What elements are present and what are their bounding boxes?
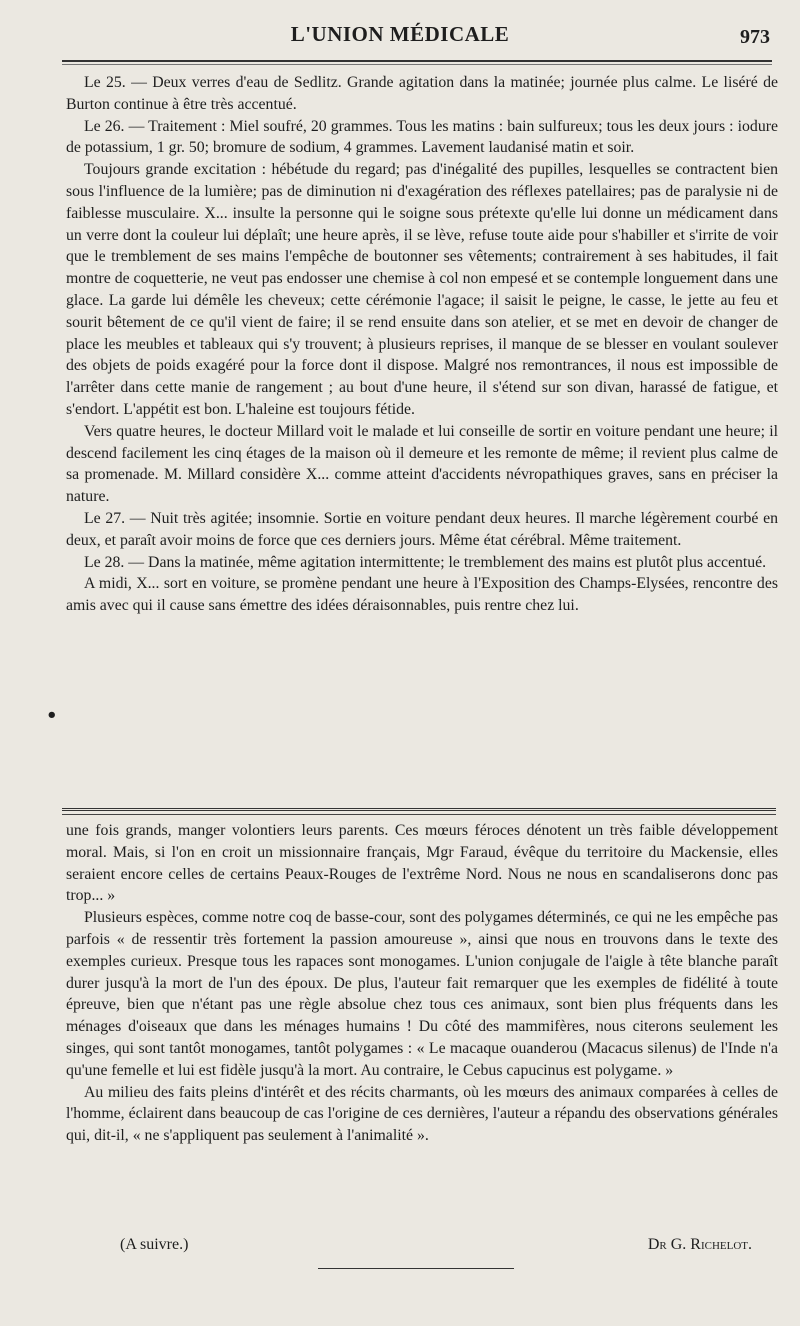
page-header [0,18,800,54]
journal-title: L'UNION MÉDICALE [290,22,510,46]
section-divider [62,808,776,811]
paragraph: A midi, X... sort en voiture, se promène pendant une heure à l'Exposition des Champs-Elysées, rencontre des amis avec qui il cause sans émettre des idées déraisonnables, puis rentre chez lui. [66,575,778,615]
paragraph: Le 26. — Traitement : Miel soufré, 20 grammes. Tous les matins : bain sulfureux; tous les deux jours : iodure de potassium, 1 gr. 50; bromure de sodium, 4 grammes. Lavement laudanisé matin et soir. [66,117,778,157]
header-rule [62,60,772,62]
margin-bullet: • [46,705,58,726]
paragraph: Le 27. — Nuit très agitée; insomnie. Sortie en voiture pendant deux heures. Il marche légèrement courbé en deux, et paraît avoir moins de force que ces derniers jours. Même état cérébral. Même traitement. [66,509,778,549]
paragraph: Toujours grande excitation : hébétude du regard; pas d'inégalité des pupilles, lesquelles se contractent bien sous l'influence de la lumière; pas de diminution ni d'exagération des réflexes patellaires; pas de paralysie ni de faiblesse musculaire. X... insulte la personne qui le soigne sous prétexte qu'elle lui donne un médicament dans un verre dont la couleur lui déplaît; une heure après, il se lève, refuse toute aide pour s'habiller et s'irrite de voir que le tremblement de ses mains l'empêche de boutonner ses vêtements; contrairement à ses habitudes, il fait montre de coquetterie, ne veut pas endosser une chemise à col non empesé et se contemple longuement dans une glace. La garde lui démêle les cheveux; cette cérémonie l'agace; il saisit le peigne, le casse, le jette au feu et sourit bêtement de ce qu'il vient de faire; il se rend ensuite dans son atelier, et se met en devoir de changer de place les meubles et tableaux qui s'y trouvent; à plusieurs reprises, il manque de se blesser en voulant soulever des objets de poids exagéré pour la force dont il dispose. Malgré nos remontrances, il nous est impossible de l'arrêter dans cette manie de rangement ; au bout d'une heure, il s'étend sur son divan, harassé de fatigue, et s'endort. L'appétit est bon. L'haleine est toujours fétide. [66,161,778,418]
paragraph: Au milieu des faits pleins d'intérêt et des récits charmants, où les mœurs des animaux comparées à celles de l'homme, éclairent dans beaucoup de cas l'origine de ces dernières, l'auteur a répandu des observations générales qui, dit-il, « ne s'appliquent pas seulement à l'animalité ». [66,1083,778,1145]
page-number: 973 [740,26,770,48]
paragraph: Le 25. — Deux verres d'eau de Sedlitz. Grande agitation dans la matinée; journée plus calme. Le liséré de Burton continue à être très accentué. [66,74,778,113]
paragraph: Le 28. — Dans la matinée, même agitation intermittente; le tremblement des mains est plutôt plus accentué. [84,553,767,571]
to-be-continued: (A suivre.) [120,1236,189,1253]
paragraph: Plusieurs espèces, comme notre coq de basse-cour, sont des polygames déterminés, ce qui ne les empêche pas parfois « de ressentir très fortement la passion amoureuse », ainsi que nous en trouvons dans le texte des exemples curieux. Presque tous les rapaces sont monogames. L'union conjugale de l'aigle à tête blanche paraît durer jusqu'à la mort de l'un des époux. De plus, l'auteur fait remarquer que les exemples de fidélité à toute épreuve, bien que n'étant pas une règle absolue chez tous ces animaux, sont bien plus fréquents dans les ménages d'oiseaux que dans les ménages humains ! Du côté des mammifères, nous citerons seulement les singes, qui sont tantôt monogames, tantôt polygames : « Le macaque ouanderou (Macacus silenus) de l'Inde n'a qu'une femelle et lui est fidèle jusqu'à la mort. Au contraire, le Cebus capucinus est polygame. » [66,909,778,1079]
author-name: Dr G. Richelot. [647,1236,752,1253]
paragraph: une fois grands, manger volontiers leurs parents. Ces mœurs féroces dénotent un très faible développement moral. Mais, si l'on en croit un missionnaire français, Mgr Faraud, évêque du territoire du Mackensie, elles seraient encore celles de certains Peaux-Rouges de l'extrême Nord. Nous ne nous en scandaliserons donc pas trop... » [66,822,778,905]
signature-line [66,1236,778,1254]
end-rule [318,1268,514,1269]
paragraph: Vers quatre heures, le docteur Millard voit le malade et lui conseille de sortir en voiture pendant une heure; il descend facilement les cinq étages de la maison où il demeure et les remonte de même; il revient plus calme de sa promenade. M. Millard considère X... comme atteint d'accidents névropathiques graves, sans en préciser la nature. [66,422,778,506]
feuilleton-section [66,820,778,1147]
case-report-section [66,72,778,617]
